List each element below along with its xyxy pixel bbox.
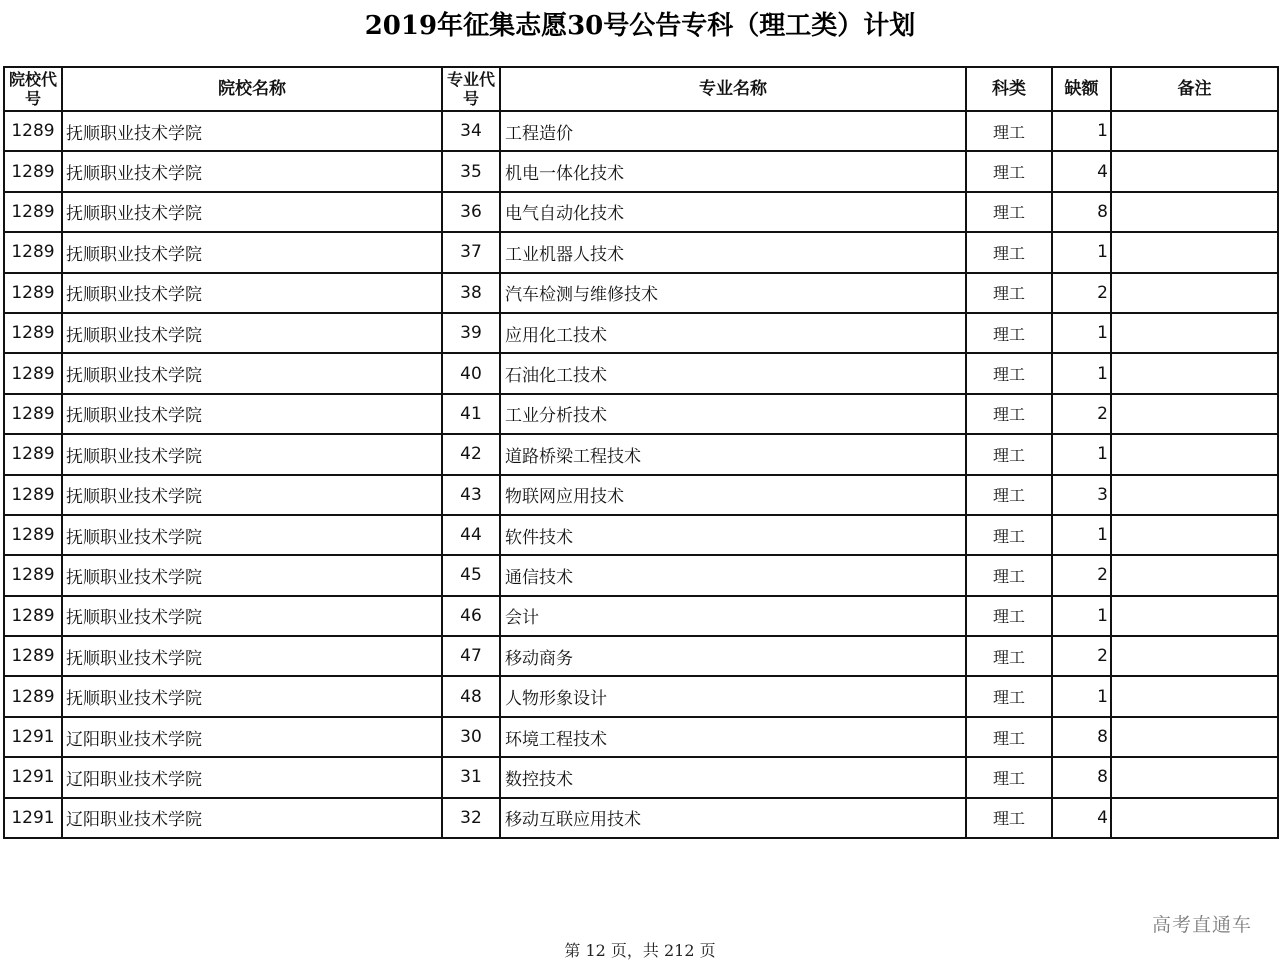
- cell-major-code: 45: [442, 555, 500, 595]
- cell-school-name: 抚顺职业技术学院: [62, 192, 442, 232]
- plan-table: [3, 66, 1279, 839]
- cell-school-name: 抚顺职业技术学院: [62, 434, 442, 474]
- cell-quota: 1: [1052, 353, 1111, 393]
- cell-major-code: 40: [442, 353, 500, 393]
- cell-major-name: 石油化工技术: [500, 353, 966, 393]
- cell-major-name: 通信技术: [500, 555, 966, 595]
- cell-note: [1111, 515, 1278, 555]
- cell-school-code: 1289: [4, 192, 62, 232]
- table-row: [4, 111, 1278, 151]
- cell-major-code: 36: [442, 192, 500, 232]
- page-footer: 第 12 页，共 212 页: [564, 941, 716, 960]
- table-row: [4, 353, 1278, 393]
- page-title: 2019年征集志愿30号公告专科（理工类）计划: [364, 11, 916, 41]
- cell-category: 理工: [966, 798, 1052, 838]
- cell-quota: 8: [1052, 717, 1111, 757]
- table-row: [4, 394, 1278, 434]
- cell-category: 理工: [966, 434, 1052, 474]
- table-row: [4, 717, 1278, 757]
- cell-school-code: 1289: [4, 475, 62, 515]
- cell-quota: 3: [1052, 475, 1111, 515]
- cell-major-code: 44: [442, 515, 500, 555]
- cell-school-code: 1289: [4, 676, 62, 716]
- table-row: [4, 192, 1278, 232]
- cell-major-name: 环境工程技术: [500, 717, 966, 757]
- cell-school-name: 抚顺职业技术学院: [62, 273, 442, 313]
- cell-category: 理工: [966, 676, 1052, 716]
- cell-quota: 4: [1052, 151, 1111, 191]
- cell-quota: 1: [1052, 434, 1111, 474]
- watermark: 高考直通车: [1151, 914, 1252, 936]
- cell-major-code: 48: [442, 676, 500, 716]
- cell-major-name: 会计: [500, 596, 966, 636]
- cell-school-name: 抚顺职业技术学院: [62, 555, 442, 595]
- cell-note: [1111, 798, 1278, 838]
- cell-quota: 2: [1052, 555, 1111, 595]
- cell-school-name: 抚顺职业技术学院: [62, 394, 442, 434]
- cell-school-name: 抚顺职业技术学院: [62, 475, 442, 515]
- cell-major-name: 软件技术: [500, 515, 966, 555]
- cell-major-name: 机电一体化技术: [500, 151, 966, 191]
- cell-major-code: 39: [442, 313, 500, 353]
- cell-major-code: 32: [442, 798, 500, 838]
- cell-category: 理工: [966, 555, 1052, 595]
- cell-school-name: 抚顺职业技术学院: [62, 515, 442, 555]
- cell-major-name: 应用化工技术: [500, 313, 966, 353]
- cell-major-name: 汽车检测与维修技术: [500, 273, 966, 313]
- cell-category: 理工: [966, 475, 1052, 515]
- cell-major-name: 移动商务: [500, 636, 966, 676]
- table-row: [4, 434, 1278, 474]
- cell-category: 理工: [966, 273, 1052, 313]
- cell-note: [1111, 353, 1278, 393]
- header-major-code: 专业代号: [442, 67, 500, 111]
- cell-school-name: 抚顺职业技术学院: [62, 636, 442, 676]
- header-school-name: 院校名称: [62, 67, 442, 111]
- cell-school-name: 抚顺职业技术学院: [62, 676, 442, 716]
- table-row: [4, 273, 1278, 313]
- cell-major-name: 工程造价: [500, 111, 966, 151]
- table-row: [4, 515, 1278, 555]
- table-row: [4, 555, 1278, 595]
- cell-school-code: 1289: [4, 515, 62, 555]
- cell-school-code: 1289: [4, 151, 62, 191]
- table-row: [4, 313, 1278, 353]
- cell-quota: 2: [1052, 273, 1111, 313]
- cell-category: 理工: [966, 394, 1052, 434]
- cell-major-name: 人物形象设计: [500, 676, 966, 716]
- cell-major-code: 34: [442, 111, 500, 151]
- cell-school-code: 1289: [4, 555, 62, 595]
- cell-note: [1111, 394, 1278, 434]
- cell-school-name: 辽阳职业技术学院: [62, 757, 442, 797]
- table-row: [4, 757, 1278, 797]
- cell-note: [1111, 475, 1278, 515]
- cell-school-name: 抚顺职业技术学院: [62, 151, 442, 191]
- cell-category: 理工: [966, 151, 1052, 191]
- cell-major-code: 47: [442, 636, 500, 676]
- cell-quota: 1: [1052, 313, 1111, 353]
- table-row: [4, 798, 1278, 838]
- cell-school-name: 辽阳职业技术学院: [62, 798, 442, 838]
- cell-note: [1111, 757, 1278, 797]
- cell-quota: 1: [1052, 515, 1111, 555]
- cell-major-code: 37: [442, 232, 500, 272]
- cell-note: [1111, 434, 1278, 474]
- cell-quota: 4: [1052, 798, 1111, 838]
- cell-major-code: 46: [442, 596, 500, 636]
- cell-category: 理工: [966, 313, 1052, 353]
- cell-major-code: 31: [442, 757, 500, 797]
- table-body: [4, 111, 1278, 838]
- cell-major-name: 道路桥梁工程技术: [500, 434, 966, 474]
- header-note: 备注: [1111, 67, 1278, 111]
- cell-category: 理工: [966, 515, 1052, 555]
- cell-major-code: 42: [442, 434, 500, 474]
- cell-note: [1111, 717, 1278, 757]
- table-row: [4, 232, 1278, 272]
- cell-note: [1111, 192, 1278, 232]
- cell-school-name: 抚顺职业技术学院: [62, 111, 442, 151]
- cell-school-name: 抚顺职业技术学院: [62, 313, 442, 353]
- cell-school-code: 1291: [4, 757, 62, 797]
- header-quota: 缺额: [1052, 67, 1111, 111]
- cell-major-name: 移动互联应用技术: [500, 798, 966, 838]
- cell-quota: 8: [1052, 192, 1111, 232]
- cell-school-code: 1289: [4, 636, 62, 676]
- cell-major-name: 工业机器人技术: [500, 232, 966, 272]
- table-row: [4, 636, 1278, 676]
- cell-quota: 1: [1052, 232, 1111, 272]
- cell-category: 理工: [966, 636, 1052, 676]
- cell-category: 理工: [966, 717, 1052, 757]
- cell-major-code: 43: [442, 475, 500, 515]
- cell-school-code: 1289: [4, 394, 62, 434]
- cell-school-name: 抚顺职业技术学院: [62, 596, 442, 636]
- cell-category: 理工: [966, 596, 1052, 636]
- cell-category: 理工: [966, 353, 1052, 393]
- header-school-code: 院校代号: [4, 67, 62, 111]
- cell-note: [1111, 232, 1278, 272]
- cell-quota: 8: [1052, 757, 1111, 797]
- cell-major-code: 38: [442, 273, 500, 313]
- cell-quota: 1: [1052, 676, 1111, 716]
- cell-category: 理工: [966, 232, 1052, 272]
- cell-quota: 2: [1052, 394, 1111, 434]
- header-major-name: 专业名称: [500, 67, 966, 111]
- table-row: [4, 475, 1278, 515]
- cell-school-code: 1291: [4, 717, 62, 757]
- cell-school-code: 1291: [4, 798, 62, 838]
- cell-note: [1111, 111, 1278, 151]
- cell-school-code: 1289: [4, 353, 62, 393]
- cell-note: [1111, 555, 1278, 595]
- cell-major-name: 物联网应用技术: [500, 475, 966, 515]
- cell-major-name: 电气自动化技术: [500, 192, 966, 232]
- cell-quota: 1: [1052, 596, 1111, 636]
- cell-school-name: 抚顺职业技术学院: [62, 232, 442, 272]
- table-header-row: [4, 67, 1278, 111]
- cell-category: 理工: [966, 757, 1052, 797]
- table-row: [4, 676, 1278, 716]
- cell-school-code: 1289: [4, 596, 62, 636]
- cell-major-code: 30: [442, 717, 500, 757]
- cell-school-code: 1289: [4, 232, 62, 272]
- cell-major-code: 41: [442, 394, 500, 434]
- cell-note: [1111, 273, 1278, 313]
- cell-note: [1111, 313, 1278, 353]
- cell-note: [1111, 636, 1278, 676]
- cell-note: [1111, 151, 1278, 191]
- cell-category: 理工: [966, 192, 1052, 232]
- cell-major-name: 工业分析技术: [500, 394, 966, 434]
- cell-school-code: 1289: [4, 111, 62, 151]
- table-row: [4, 151, 1278, 191]
- cell-school-name: 辽阳职业技术学院: [62, 717, 442, 757]
- cell-school-name: 抚顺职业技术学院: [62, 353, 442, 393]
- cell-quota: 1: [1052, 111, 1111, 151]
- cell-school-code: 1289: [4, 313, 62, 353]
- table-row: [4, 596, 1278, 636]
- cell-major-code: 35: [442, 151, 500, 191]
- header-category: 科类: [966, 67, 1052, 111]
- cell-note: [1111, 676, 1278, 716]
- cell-major-name: 数控技术: [500, 757, 966, 797]
- cell-note: [1111, 596, 1278, 636]
- cell-quota: 2: [1052, 636, 1111, 676]
- cell-category: 理工: [966, 111, 1052, 151]
- cell-school-code: 1289: [4, 273, 62, 313]
- cell-school-code: 1289: [4, 434, 62, 474]
